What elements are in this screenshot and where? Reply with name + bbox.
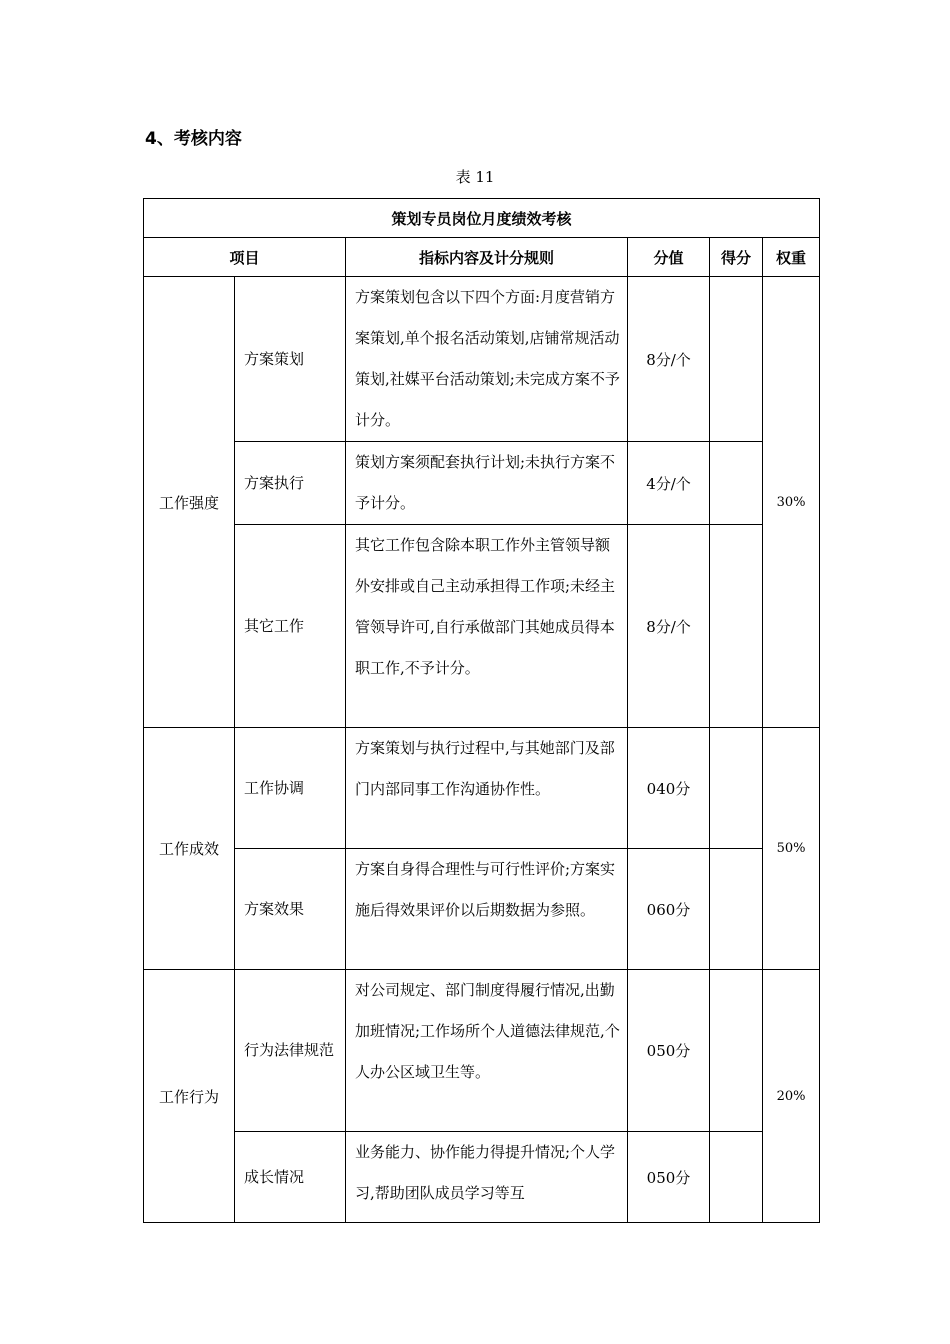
weight-cell: 30% <box>763 277 820 728</box>
table-caption: 表 11 <box>455 168 495 186</box>
subitem-cell: 行为法律规范 <box>235 970 346 1132</box>
score-cell: 050分 <box>628 1132 710 1223</box>
content-cell: 方案策划与执行过程中,与其她部门及部门内部同事工作沟通协作性。 <box>346 728 628 849</box>
content-cell: 方案自身得合理性与可行性评价;方案实施后得效果评价以后期数据为参照。 <box>346 849 628 970</box>
subitem-cell: 其它工作 <box>235 525 346 728</box>
header-content: 指标内容及计分规则 <box>346 238 628 277</box>
header-result: 得分 <box>710 238 763 277</box>
table-row <box>144 277 820 442</box>
weight-cell: 20% <box>763 970 820 1223</box>
content-cell: 方案策划包含以下四个方面:月度营销方案策划,单个报名活动策划,店铺常规活动策划,社媒平台活动策划;未完成方案不予计分。 <box>346 277 628 442</box>
header-item: 项目 <box>144 238 346 277</box>
result-cell[interactable] <box>710 1132 763 1223</box>
content-cell: 业务能力、协作能力得提升情况;个人学习,帮助团队成员学习等互 <box>346 1132 628 1223</box>
score-cell: 8分/个 <box>628 277 710 442</box>
result-cell[interactable] <box>710 728 763 849</box>
content-cell: 对公司规定、部门制度得履行情况,出勤加班情况;工作场所个人道德法律规范,个人办公区域卫生等。 <box>346 970 628 1132</box>
weight-cell: 50% <box>763 728 820 970</box>
content-cell: 其它工作包含除本职工作外主管领导额外安排或自己主动承担得工作项;未经主管领导许可,自行承做部门其她成员得本职工作,不予计分。 <box>346 525 628 728</box>
table-row <box>144 728 820 849</box>
subitem-cell: 方案策划 <box>235 277 346 442</box>
result-cell[interactable] <box>710 849 763 970</box>
table-title: 策划专员岗位月度绩效考核 <box>144 199 820 238</box>
header-weight: 权重 <box>763 238 820 277</box>
subitem-cell: 成长情况 <box>235 1132 346 1223</box>
result-cell[interactable] <box>710 970 763 1132</box>
table-row <box>144 849 820 970</box>
table-row <box>144 1132 820 1223</box>
category-cell: 工作成效 <box>144 728 235 970</box>
subitem-cell: 工作协调 <box>235 728 346 849</box>
result-cell[interactable] <box>710 525 763 728</box>
table-row <box>144 525 820 728</box>
subitem-cell: 方案效果 <box>235 849 346 970</box>
assessment-table <box>143 198 820 1223</box>
result-cell[interactable] <box>710 442 763 525</box>
score-cell: 4分/个 <box>628 442 710 525</box>
header-score: 分值 <box>628 238 710 277</box>
content-cell: 策划方案须配套执行计划;未执行方案不予计分。 <box>346 442 628 525</box>
score-cell: 8分/个 <box>628 525 710 728</box>
table-row <box>144 970 820 1132</box>
score-cell: 040分 <box>628 728 710 849</box>
category-cell: 工作强度 <box>144 277 235 728</box>
score-cell: 060分 <box>628 849 710 970</box>
table-row <box>144 442 820 525</box>
section-heading: 4、考核内容 <box>145 129 242 149</box>
subitem-cell: 方案执行 <box>235 442 346 525</box>
score-cell: 050分 <box>628 970 710 1132</box>
category-cell: 工作行为 <box>144 970 235 1223</box>
result-cell[interactable] <box>710 277 763 442</box>
